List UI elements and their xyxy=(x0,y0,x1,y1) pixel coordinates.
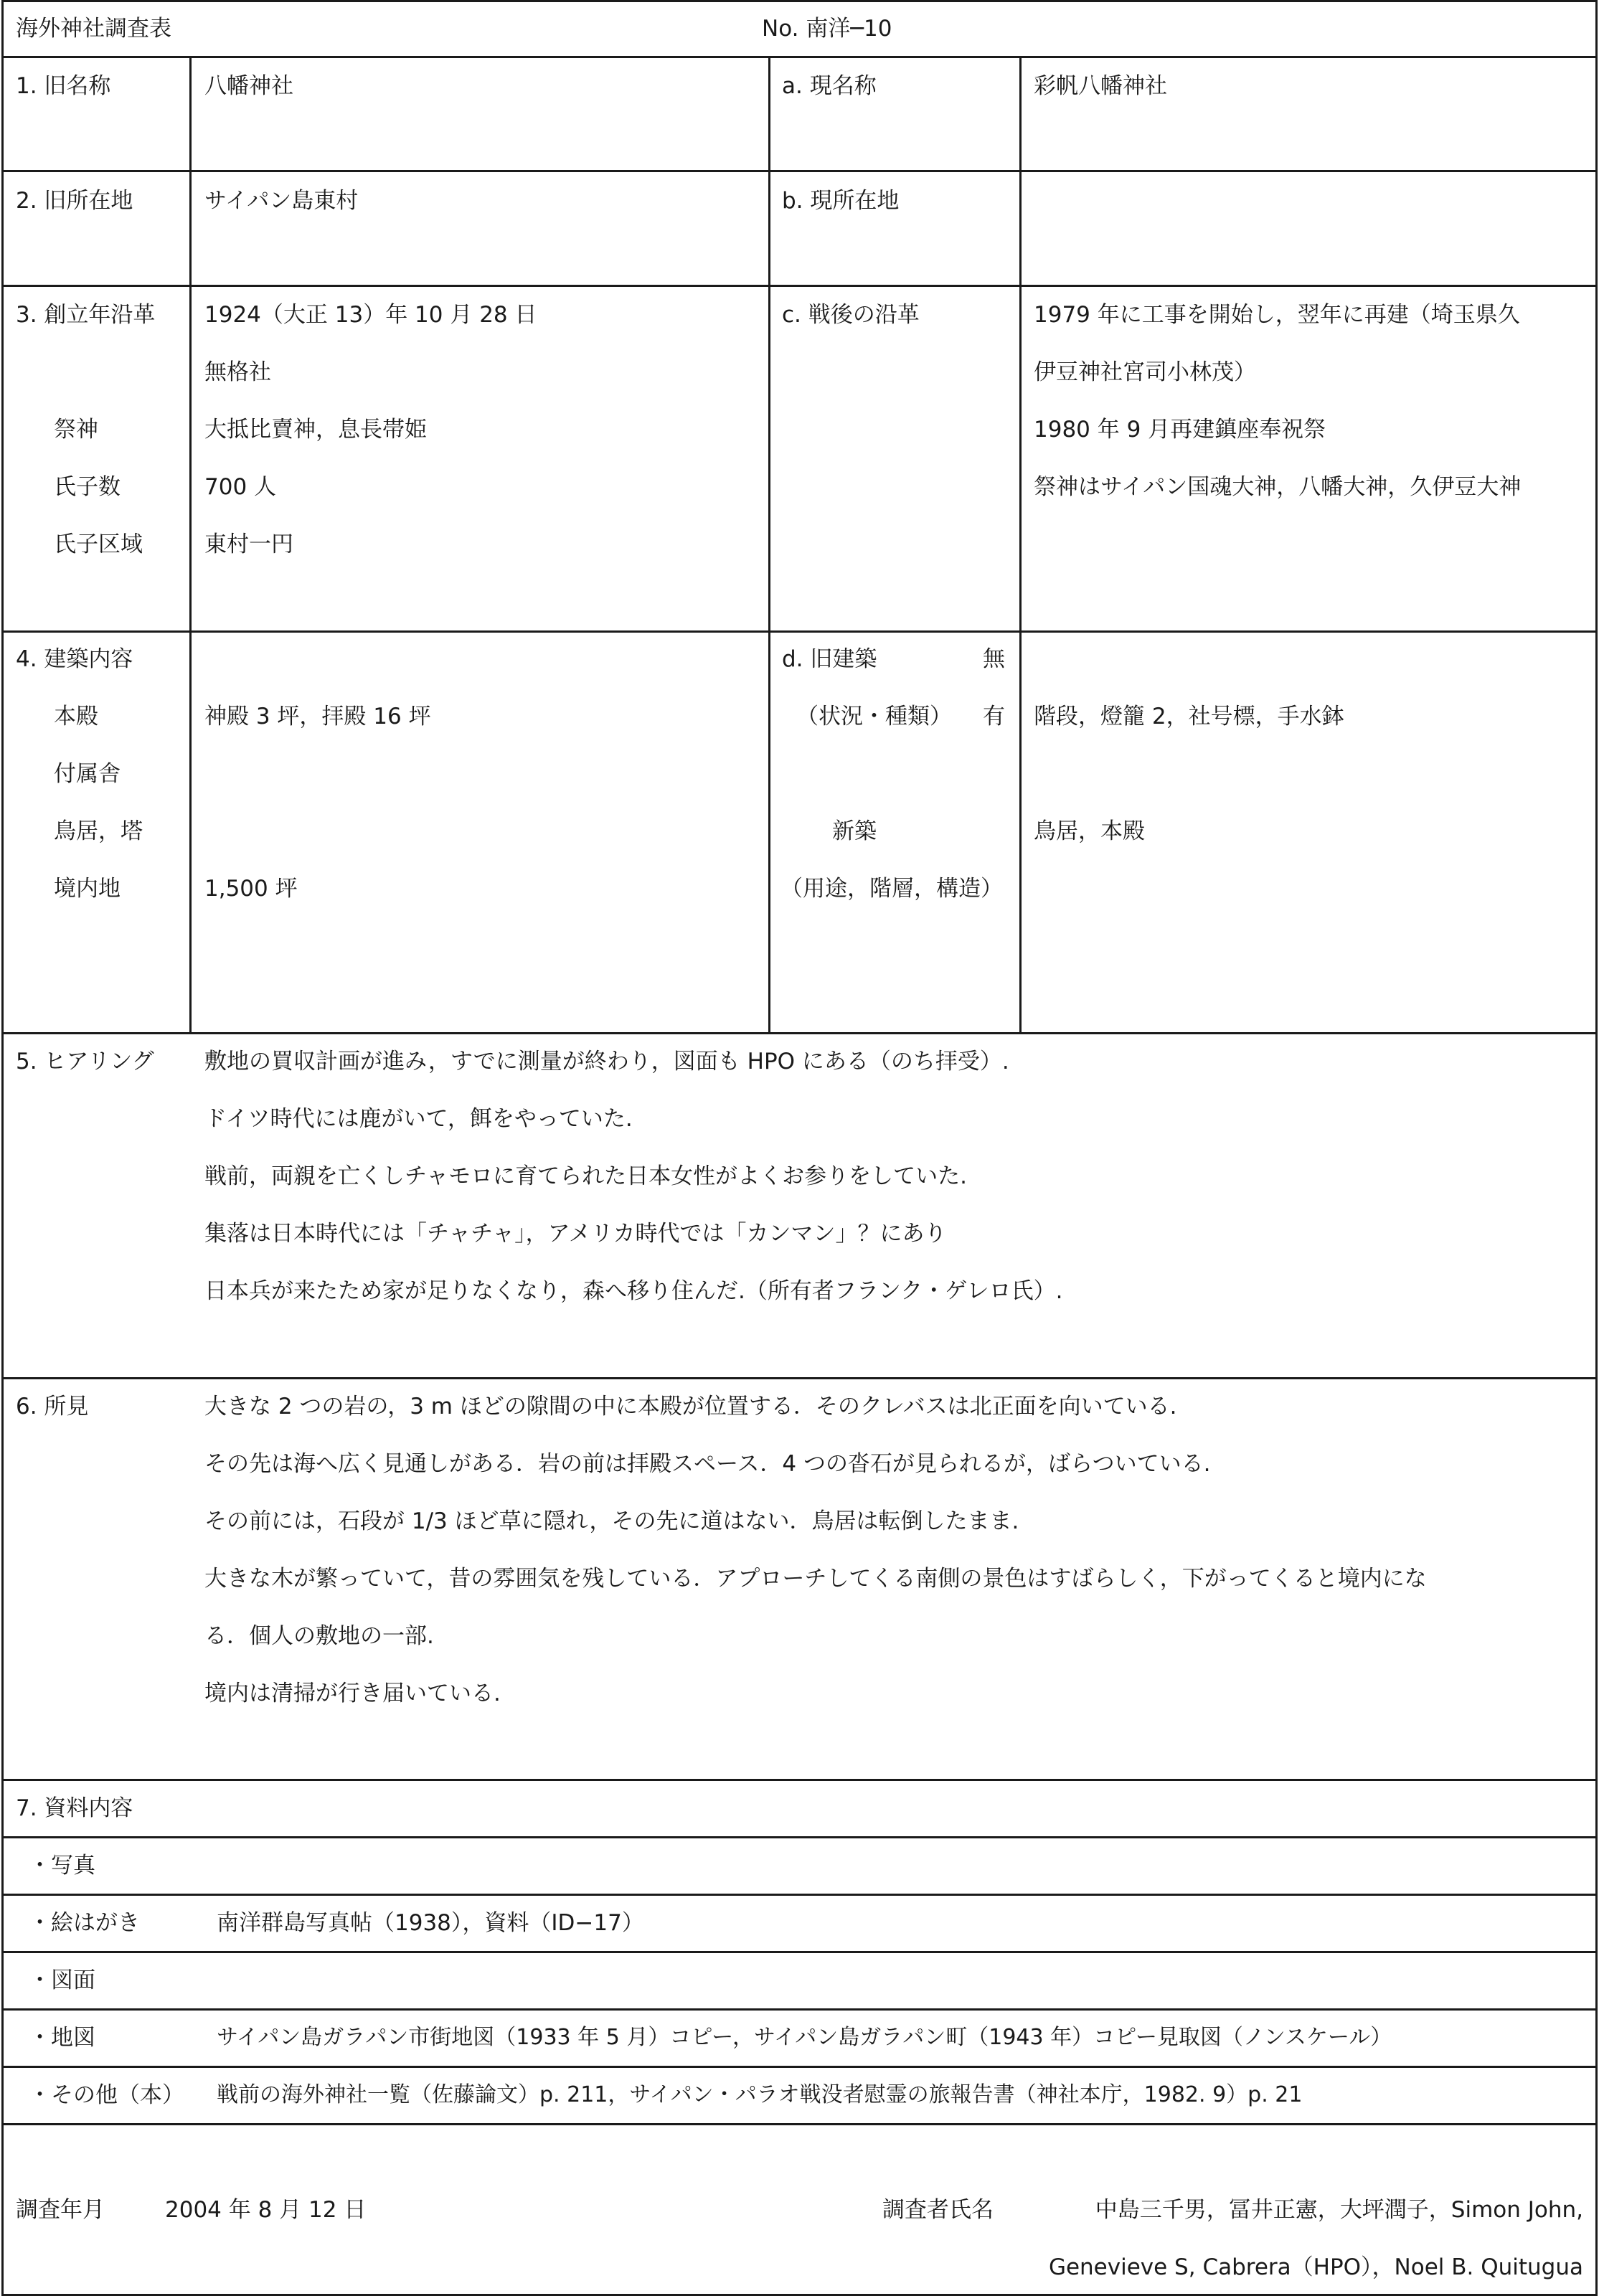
divider xyxy=(1,1894,1598,1896)
observation-line: 大きな 2 つの岩の，3 m ほどの隙間の中に本殿が位置する．そのクレバスは北正面を向いている. xyxy=(204,1394,1177,1419)
deity-value: 大抵比賣神，息長帯姫 xyxy=(204,417,427,443)
founding-values xyxy=(204,301,537,587)
postwar-line: 伊豆神社宮司小林茂） xyxy=(1034,359,1256,385)
observation-line: その先は海へ広く見通しがある．岩の前は拝殿スペース．4 つの沓石が見られるが，ばらついている. xyxy=(204,1451,1211,1477)
column-divider xyxy=(768,56,770,1033)
sub-label xyxy=(54,301,143,358)
photos-label: ・写真 xyxy=(29,1853,95,1879)
parish-area-value: 東村一円 xyxy=(204,532,293,557)
architecture-values xyxy=(204,702,431,932)
other-books-value: 戦前の海外神社一覧（佐藤論文）p. 211，サイパン・パラオ戦没者慰霊の旅報告書（神社本庁，1982. 9）p. 21 xyxy=(217,2082,1303,2107)
hearing-notes xyxy=(204,1047,1062,1334)
architecture-sub-labels xyxy=(54,702,143,932)
survey-date-value: 2004 年 8 月 12 日 xyxy=(165,2197,367,2223)
materials-label: 7. 資料内容 xyxy=(16,1795,133,1821)
shrine-rank: 無格社 xyxy=(204,359,271,385)
other-books-label: ・その他（本） xyxy=(29,2082,184,2108)
divider xyxy=(1,285,1598,287)
hearing-label: 5. ヒアリング xyxy=(16,1049,154,1074)
column-divider xyxy=(189,56,192,1033)
main-hall-label: 本殿 xyxy=(54,704,98,729)
annex-label: 付属舎 xyxy=(54,761,121,787)
postwar-line: 1980 年 9 月再建鎮座奉祝祭 xyxy=(1034,417,1326,443)
hearing-line: 戦前，両親を亡くしチャモロに育てられた日本女性がよくお参りをしていた. xyxy=(204,1163,967,1189)
observation-line: 境内は清掃が行き届いている. xyxy=(204,1681,501,1706)
divider xyxy=(1,630,1598,633)
survey-date-label: 調査年月 xyxy=(16,2197,105,2223)
postwar-history-label: c. 戦後の沿革 xyxy=(782,302,920,328)
observation-line: その前には，石段が 1/3 ほど草に隠れ，その先に道はない．鳥居は転倒したまま. xyxy=(204,1508,1019,1534)
divider xyxy=(1,2066,1598,2068)
drawings-label: ・図面 xyxy=(29,1967,95,1993)
observations-notes xyxy=(204,1392,1427,1737)
founding-history-label: 3. 創立年沿革 xyxy=(16,302,156,328)
torii-tower-value xyxy=(204,817,431,874)
divider xyxy=(1,1836,1598,1838)
new-building-value: 鳥居，本殿 xyxy=(1034,818,1145,844)
architecture-label: 4. 建築内容 xyxy=(16,646,133,672)
old-name-label: 1. 旧名称 xyxy=(16,73,111,99)
investigators-line-2: Genevieve S, Cabrera（HPO），Noel B. Quitugua xyxy=(1048,2254,1583,2280)
divider xyxy=(1,2123,1598,2125)
old-building-none: 無 xyxy=(983,646,1005,672)
postwar-history-values xyxy=(1034,301,1521,530)
maps-label: ・地図 xyxy=(29,2025,95,2051)
parish-area-label: 氏子区域 xyxy=(54,532,143,557)
main-hall-value: 神殿 3 坪，拝殿 16 坪 xyxy=(204,704,431,729)
investigators-label: 調査者氏名 xyxy=(882,2197,994,2223)
deity-label: 祭神 xyxy=(54,417,98,443)
form-title: 海外神社調査表 xyxy=(16,16,171,42)
old-building-value: 階段，燈籠 2，社号標，手水鉢 xyxy=(1034,704,1344,729)
precinct-label: 境内地 xyxy=(54,876,121,902)
divider xyxy=(1,2008,1598,2011)
parishioner-count-label: 氏子数 xyxy=(54,474,121,500)
new-building-label: 新築 xyxy=(832,818,877,844)
hearing-line: ドイツ時代には鹿がいて，餌をやっていた. xyxy=(204,1106,633,1132)
hearing-line: 敷地の買収計画が進み，すでに測量が終わり，図面も HPO にある（のち拝受）. xyxy=(204,1049,1009,1074)
hearing-line: 集落は日本時代には「チャチャ」，アメリカ時代では「カンマン」？にあり xyxy=(204,1221,947,1247)
old-location-label: 2. 旧所在地 xyxy=(16,188,133,214)
old-name-value: 八幡神社 xyxy=(204,73,293,99)
frame-top xyxy=(1,0,1598,2)
form-number: No. 南洋─10 xyxy=(762,16,892,42)
maps-value: サイパン島ガラパン市街地図（1933 年 5 月）コピー，サイパン島ガラパン町（1943 年）コピー見取図（ノンスケール） xyxy=(217,2025,1392,2050)
investigators-line-1: 中島三千男，冨井正憲，大坪潤子，Simon John, xyxy=(1095,2197,1583,2223)
annex-value xyxy=(204,760,431,817)
divider xyxy=(1,1779,1598,1781)
postwar-line: 1979 年に工事を開始し，翌年に再建（埼玉県久 xyxy=(1034,302,1520,328)
column-divider xyxy=(1019,56,1022,1033)
precinct-value: 1,500 坪 xyxy=(204,876,298,902)
hearing-line: 日本兵が来たため家が足りなくなり，森へ移り住んだ.（所有者フランク・ゲレロ氏）. xyxy=(204,1278,1063,1304)
old-location-value: サイパン島東村 xyxy=(204,188,359,214)
torii-tower-label: 鳥居，塔 xyxy=(54,818,143,844)
old-building-exists: 有 xyxy=(983,704,1005,729)
divider xyxy=(1,1951,1598,1953)
current-name-value: 彩帆八幡神社 xyxy=(1034,73,1167,99)
old-building-label: d. 旧建築 xyxy=(782,646,877,672)
observation-line: る．個人の敷地の一部. xyxy=(204,1623,434,1649)
divider xyxy=(1,1032,1598,1034)
divider xyxy=(1,56,1598,58)
postcards-value: 南洋群島写真帖（1938），資料（ID−17） xyxy=(217,1910,644,1936)
observation-line: 大きな木が繁っていて，昔の雰囲気を残している．アプローチしてくる南側の景色はすばらしく，下がってくると境内にな xyxy=(204,1566,1427,1592)
founding-date: 1924（大正 13）年 10 月 28 日 xyxy=(204,302,537,328)
postcards-label: ・絵はがき xyxy=(29,1910,140,1936)
old-building-status-label: （状況・種類） xyxy=(796,704,952,729)
founding-sub-labels xyxy=(54,301,143,587)
divider xyxy=(1,170,1598,172)
new-building-usage-label: （用途，階層，構造） xyxy=(780,876,1003,902)
sub-label xyxy=(54,358,143,415)
postwar-line: 祭神はサイパン国魂大神，八幡大神，久伊豆大神 xyxy=(1034,474,1522,500)
current-name-label: a. 現名称 xyxy=(782,73,877,99)
divider xyxy=(1,1377,1598,1379)
parishioner-count-value: 700 人 xyxy=(204,474,277,500)
current-location-label: b. 現所在地 xyxy=(782,188,900,214)
observations-label: 6. 所見 xyxy=(16,1394,89,1419)
